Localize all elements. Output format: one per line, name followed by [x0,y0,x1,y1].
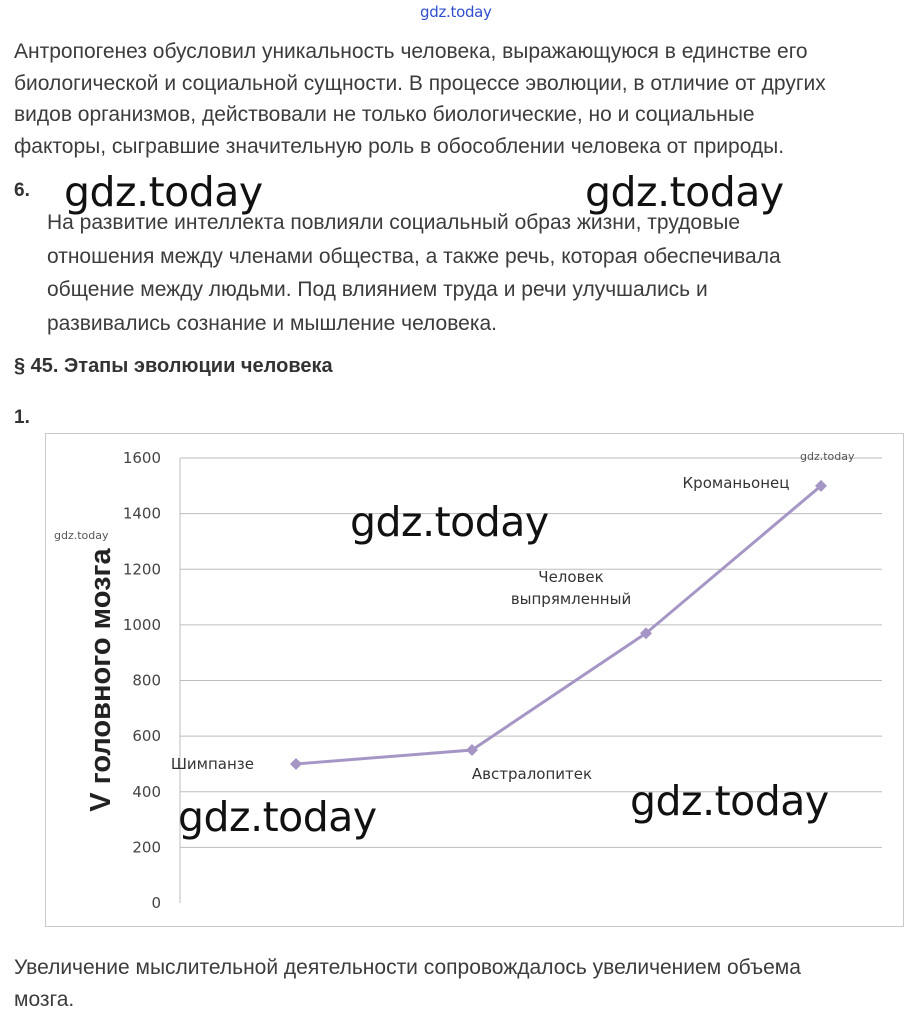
y-tick-label: 1600 [122,449,161,467]
intro-line: видов организмов, действовали не только биологические, но и социальные [14,103,755,126]
y-tick-label: 1400 [122,504,161,523]
answer-6-line: На развитие интеллекта повлияли социальный образ жизни, трудовые [47,211,740,234]
y-axis-label: V головного мозга [85,548,117,812]
answer-6-line: развивались сознание и мышление человека. [47,311,497,335]
y-tick-label: 1000 [122,615,161,634]
conclusion-line: мозга. [14,987,75,1011]
intro-line: факторы, сыгравшие значительную роль в обособлении человека от природы. [14,134,785,158]
watermark-large: gdz.today [178,793,377,841]
watermark-large: gdz.today [350,498,549,546]
y-tick-label: 200 [132,838,161,857]
data-point-label: Кроманьонец [682,473,790,492]
intro-line: биологической и социальной сущности. В процессе эволюции, в отличие от других [14,71,826,95]
data-point-marker [290,758,302,770]
y-tick-label: 1200 [122,560,161,579]
data-point-label: Человек выпрямленный [510,568,632,609]
conclusion-paragraph [14,952,801,1015]
y-tick-label: 0 [151,894,161,912]
watermark-tiny: gdz.today [54,529,109,542]
watermark-large: gdz.today [64,168,263,216]
answer-6-line: отношения между членами общества, а также речь, которая обеспечивала [47,244,781,268]
data-point-label: Австралопитек [471,765,593,784]
watermark-large: gdz.today [585,168,784,216]
watermark-top: gdz.today [420,3,492,21]
conclusion-line: Увеличение мыслительной деятельности сопровождалось увеличением объема [14,956,801,979]
answer-6-line: общение между людьми. Под влиянием труда и речи улучшались и [47,278,708,301]
y-tick-label: 400 [132,782,161,801]
y-tick-label: 800 [132,671,161,690]
data-point-label: Шимпанзе [170,754,254,773]
question-number-1: 1. [14,407,30,428]
intro-line: Антропогенез обусловил уникальность человека, выражающуюся в единстве его [14,40,808,63]
question-number-6: 6. [14,180,30,201]
watermark-tiny: gdz.today [800,450,855,463]
watermark-large: gdz.today [630,777,829,825]
section-heading: § 45. Этапы эволюции человека [14,355,333,377]
y-tick-label: 600 [132,727,161,746]
